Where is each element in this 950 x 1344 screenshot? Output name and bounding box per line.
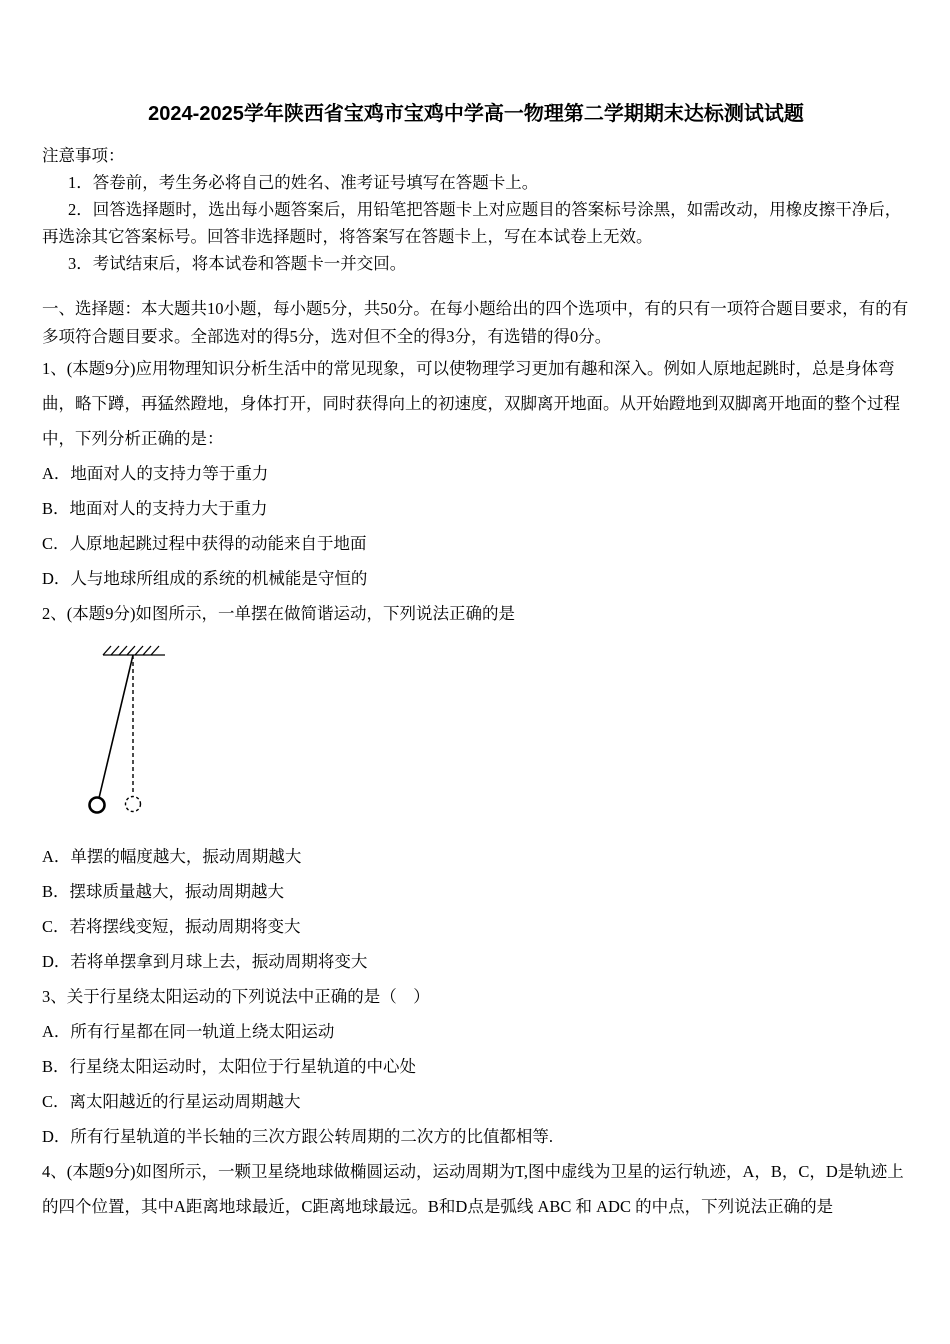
question-2-option-c: C．若将摆线变短，振动周期将变大 xyxy=(42,917,301,936)
question-2-option-d: D．若将单摆拿到月球上去，振动周期将变大 xyxy=(42,952,368,971)
question-3-option-a: A．所有行星都在同一轨道上绕太阳运动 xyxy=(42,1022,335,1041)
question-3-stem: 3、关于行星绕太阳运动的下列说法中正确的是（ ） xyxy=(42,987,430,1006)
question-4-stem: 4、(本题9分)如图所示，一颗卫星绕地球做椭圆运动，运动周期为T,图中虚线为卫星的运行轨迹，A，B，C，D是轨迹上的四个位置，其中A距离地球最近，C距离地球最远。B和D点是弧线 ABC 和 ADC 的中点，下列说法正确的是 xyxy=(42,1162,904,1216)
question-1-option-a: A．地面对人的支持力等于重力 xyxy=(42,464,269,483)
question-1-stem: 1、(本题9分)应用物理知识分析生活中的常见现象，可以使物理学习更加有趣和深入。例如人原地起跳时，总是身体弯曲，略下蹲，再猛然蹬地，身体打开，同时获得向上的初速度，双脚离开地面。从开始蹬地到双脚离开地面的整个过程中，下列分析正确的是： xyxy=(42,359,900,448)
question-4 xyxy=(42,1154,910,1224)
question-2-option-a: A．单摆的幅度越大，振动周期越大 xyxy=(42,847,302,866)
exam-title: 2024-2025学年陕西省宝鸡市宝鸡中学高一物理第二学期期末达标测试试题 xyxy=(148,103,804,125)
notice-item-3: 3．考试结束后，将本试卷和答题卡一并交回。 xyxy=(68,254,407,273)
question-1-option-b: B．地面对人的支持力大于重力 xyxy=(42,499,268,518)
question-3-option-d: D．所有行星轨道的半长轴的三次方跟公转周期的二次方的比值都相等. xyxy=(42,1127,554,1146)
ceiling-hatch xyxy=(103,646,165,655)
pendulum-figure xyxy=(68,641,910,831)
rest-position-bob-outline xyxy=(126,797,141,812)
pendulum-string xyxy=(99,655,133,798)
question-1-option-c: C．人原地起跳过程中获得的动能来自于地面 xyxy=(42,534,367,553)
notice-header: 注意事项： xyxy=(42,146,125,165)
question-2-option-b: B．摆球质量越大，振动周期越大 xyxy=(42,882,285,901)
question-2 xyxy=(42,596,910,979)
pendulum-bob xyxy=(90,798,105,813)
question-2-stem: 2、(本题9分)如图所示，一单摆在做简谐运动，下列说法正确的是 xyxy=(42,604,515,623)
question-1-option-d: D．人与地球所组成的系统的机械能是守恒的 xyxy=(42,569,368,588)
question-1 xyxy=(42,351,910,596)
notice-item-1: 1．答卷前，考生务必将自己的姓名、准考证号填写在答题卡上。 xyxy=(68,173,539,192)
notice-item-2: 2．回答选择题时，选出每小题答案后，用铅笔把答题卡上对应题目的答案标号涂黑，如需改动，用橡皮擦干净后，再选涂其它答案标号。回答非选择题时，将答案写在答题卡上，写在本试卷上无效。 xyxy=(42,200,902,246)
notice-section xyxy=(42,142,910,277)
question-3-option-c: C．离太阳越近的行星运动周期越大 xyxy=(42,1092,301,1111)
question-3 xyxy=(42,979,910,1154)
section-1-header: 一、选择题：本大题共10小题，每小题5分，共50分。在每小题给出的四个选项中，有的只有一项符合题目要求，有的有多项符合题目要求。全部选对的得5分，选对但不全的得3分，有选错的得0分。 xyxy=(42,299,909,346)
question-3-option-b: B．行星绕太阳运动时，太阳位于行星轨道的中心处 xyxy=(42,1057,417,1076)
